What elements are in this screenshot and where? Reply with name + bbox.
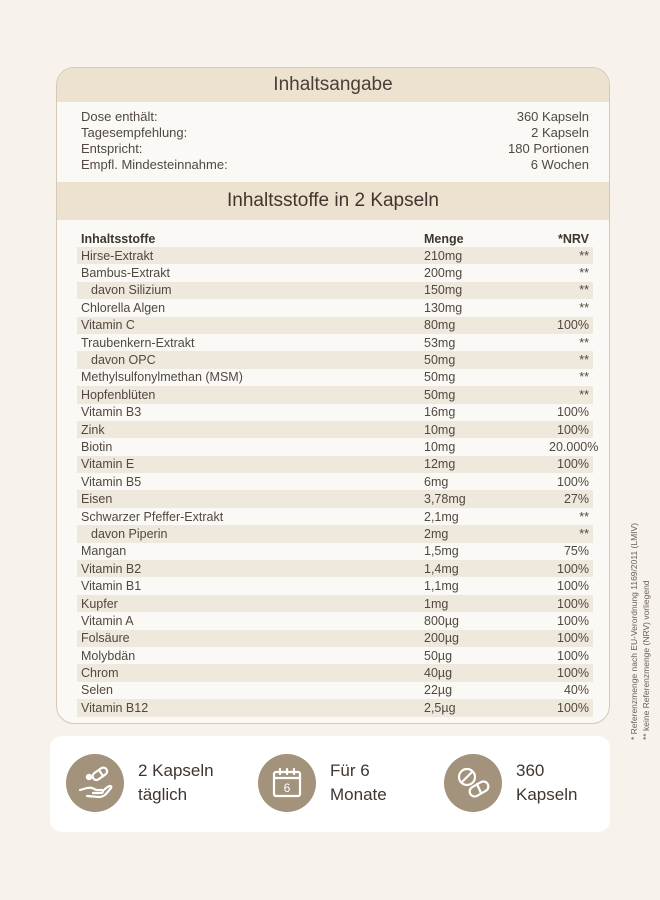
table-row — [77, 682, 593, 699]
table-row — [77, 560, 593, 577]
ingredient-nrv: 100% — [557, 631, 589, 646]
ingredient-nrv: 100% — [557, 405, 589, 420]
feature-line: 2 Kapseln — [138, 761, 214, 780]
table-row — [77, 577, 593, 594]
ingredient-nrv: ** — [579, 370, 589, 385]
column-header-nrv: *NRV — [557, 231, 589, 246]
ingredients-table — [77, 230, 599, 717]
ingredient-nrv: 100% — [557, 666, 589, 681]
table-row — [77, 595, 593, 612]
ingredient-amount: 53mg — [424, 335, 456, 350]
feature-line: 360 — [516, 761, 545, 780]
feature-duration — [258, 754, 387, 812]
hand-capsule-icon — [66, 754, 124, 812]
ingredient-nrv: ** — [579, 248, 589, 263]
summary-row — [81, 141, 589, 157]
ingredient-nrv: ** — [579, 266, 589, 281]
summary-row — [81, 109, 589, 125]
ingredient-nrv: ** — [579, 300, 589, 315]
table-row — [77, 647, 593, 664]
ingredient-amount: 1,4mg — [424, 561, 459, 576]
summary-label: Tagesempfehlung: — [81, 125, 188, 140]
ingredient-amount: 3,78mg — [424, 492, 466, 507]
footnotes-text — [628, 450, 652, 740]
ingredient-name: Kupfer — [81, 596, 118, 611]
ingredient-nrv: ** — [579, 335, 589, 350]
ingredient-name: Chrom — [81, 666, 119, 681]
ingredient-nrv: 100% — [557, 613, 589, 628]
capsules-icon — [444, 754, 502, 812]
table-row — [77, 664, 593, 681]
contents-title: Inhaltsangabe — [273, 74, 393, 95]
ingredient-amount: 2,5µg — [424, 700, 456, 715]
ingredient-nrv: ** — [579, 387, 589, 402]
table-row — [77, 282, 593, 299]
summary-value: 360 Kapseln — [516, 109, 589, 124]
summary-value: 2 Kapseln — [531, 125, 589, 140]
calendar-number: 6 — [283, 781, 291, 795]
feature-daily-dose — [66, 754, 214, 812]
ingredient-name: Vitamin B12 — [81, 700, 149, 715]
summary-row — [81, 157, 589, 173]
table-row — [77, 317, 593, 334]
table-row — [77, 699, 593, 716]
ingredient-amount: 2,1mg — [424, 509, 459, 524]
ingredient-name: Hirse-Extrakt — [81, 248, 154, 263]
feature-line: Für 6 — [330, 761, 370, 780]
ingredient-nrv: 40% — [563, 683, 589, 698]
table-row — [77, 543, 593, 560]
summary-label: Empfl. Mindesteinnahme: — [81, 157, 228, 172]
table-row — [77, 404, 593, 421]
table-row — [77, 490, 593, 507]
ingredient-name: Traubenkern-Extrakt — [81, 335, 195, 350]
ingredient-name: Vitamin E — [81, 457, 135, 472]
feature-line: täglich — [138, 785, 188, 804]
table-row — [77, 508, 593, 525]
contents-header — [57, 68, 609, 102]
ingredient-amount: 2mg — [424, 526, 449, 541]
table-row — [77, 264, 593, 281]
ingredient-name: Vitamin B5 — [81, 474, 142, 489]
ingredient-amount: 50µg — [424, 648, 453, 663]
column-header-name: Inhaltsstoffe — [81, 231, 156, 246]
ingredient-name: Folsäure — [81, 631, 130, 646]
ingredient-amount: 1,1mg — [424, 579, 459, 594]
ingredient-nrv: 27% — [563, 492, 589, 507]
ingredient-amount: 50mg — [424, 353, 456, 368]
calendar-icon — [258, 754, 316, 812]
ingredient-name: Methylsulfonylmethan (MSM) — [81, 370, 243, 385]
ingredient-name: Bambus-Extrakt — [81, 266, 170, 281]
footnotes — [628, 450, 658, 740]
summary-value: 180 Portionen — [508, 141, 589, 156]
ingredient-nrv: 100% — [557, 648, 589, 663]
ingredient-name: Eisen — [81, 492, 113, 507]
ingredient-amount: 40µg — [424, 666, 453, 681]
ingredient-amount: 50mg — [424, 370, 456, 385]
column-header-amount: Menge — [424, 231, 464, 246]
ingredient-nrv: 100% — [557, 457, 589, 472]
ingredient-amount: 130mg — [424, 300, 463, 315]
summary-label: Entspricht: — [81, 141, 143, 156]
table-row — [77, 630, 593, 647]
ingredient-nrv: 100% — [557, 561, 589, 576]
ingredient-amount: 200µg — [424, 631, 460, 646]
feature-line: Kapseln — [516, 785, 578, 804]
ingredient-nrv: 100% — [557, 318, 589, 333]
ingredient-nrv: 100% — [557, 700, 589, 715]
footnote-nrv: * Referenzmenge nach EU-Verordnung 1169/2011 (LMIV) — [629, 522, 639, 740]
footnote-no-nrv: ** keine Referenzmenge (NRV) vorliegend — [641, 580, 651, 740]
table-row — [77, 438, 599, 455]
ingredient-name: Zink — [81, 422, 105, 437]
summary-row — [81, 125, 589, 141]
ingredient-name: Vitamin A — [81, 613, 134, 628]
ingredient-amount: 200mg — [424, 266, 463, 281]
feature-line: Monate — [330, 785, 387, 804]
summary-list — [81, 109, 589, 173]
ingredients-title: Inhaltsstoffe in 2 Kapseln — [227, 190, 439, 211]
table-row — [77, 247, 593, 264]
table-row — [77, 612, 593, 629]
ingredient-amount: 12mg — [424, 457, 456, 472]
table-row — [77, 473, 593, 490]
ingredient-amount: 210mg — [424, 248, 463, 263]
table-row — [77, 334, 593, 351]
ingredient-amount: 16mg — [424, 405, 456, 420]
ingredient-name: Chlorella Algen — [81, 300, 166, 315]
ingredients-panel — [56, 67, 610, 724]
ingredient-amount: 1mg — [424, 596, 449, 611]
ingredient-nrv: 75% — [563, 544, 589, 559]
ingredient-amount: 800µg — [424, 613, 460, 628]
ingredient-nrv: ** — [579, 283, 589, 298]
feature-bar — [50, 736, 610, 832]
ingredient-nrv: 100% — [557, 474, 589, 489]
ingredient-nrv: ** — [579, 353, 589, 368]
ingredient-name: Vitamin B1 — [81, 579, 142, 594]
ingredient-amount: 10mg — [424, 439, 456, 454]
summary-label: Dose enthält: — [81, 109, 158, 124]
table-row — [77, 525, 593, 542]
ingredient-name: Schwarzer Pfeffer-Extrakt — [81, 509, 224, 524]
ingredient-nrv: ** — [579, 509, 589, 524]
ingredient-amount: 22µg — [424, 683, 453, 698]
ingredient-amount: 50mg — [424, 387, 456, 402]
table-row — [77, 421, 593, 438]
ingredient-name: Vitamin B3 — [81, 405, 142, 420]
table-row — [77, 369, 593, 386]
ingredient-nrv: 20.000% — [549, 439, 599, 454]
ingredient-name: Selen — [81, 683, 113, 698]
feature-capsule-count — [444, 754, 577, 812]
table-row — [77, 386, 593, 403]
ingredient-amount: 150mg — [424, 283, 463, 298]
ingredient-nrv: 100% — [557, 596, 589, 611]
ingredient-name: davon Silizium — [91, 283, 172, 298]
ingredient-amount: 10mg — [424, 422, 456, 437]
ingredient-amount: 6mg — [424, 474, 449, 489]
summary-value: 6 Wochen — [530, 157, 589, 172]
ingredient-nrv: 100% — [557, 422, 589, 437]
ingredient-name: davon Piperin — [91, 526, 168, 541]
table-header-row — [77, 230, 593, 247]
table-row — [77, 299, 593, 316]
table-row — [77, 351, 593, 368]
ingredient-name: Biotin — [81, 439, 113, 454]
ingredient-amount: 1,5mg — [424, 544, 459, 559]
ingredients-header — [57, 182, 609, 220]
ingredient-name: davon OPC — [91, 353, 156, 368]
ingredient-nrv: ** — [579, 526, 589, 541]
ingredient-name: Mangan — [81, 544, 127, 559]
ingredient-name: Vitamin B2 — [81, 561, 142, 576]
table-row — [77, 456, 593, 473]
ingredient-amount: 80mg — [424, 318, 456, 333]
ingredient-name: Vitamin C — [81, 318, 135, 333]
ingredient-nrv: 100% — [557, 579, 589, 594]
ingredient-name: Hopfenblüten — [81, 387, 156, 402]
ingredient-name: Molybdän — [81, 648, 136, 663]
